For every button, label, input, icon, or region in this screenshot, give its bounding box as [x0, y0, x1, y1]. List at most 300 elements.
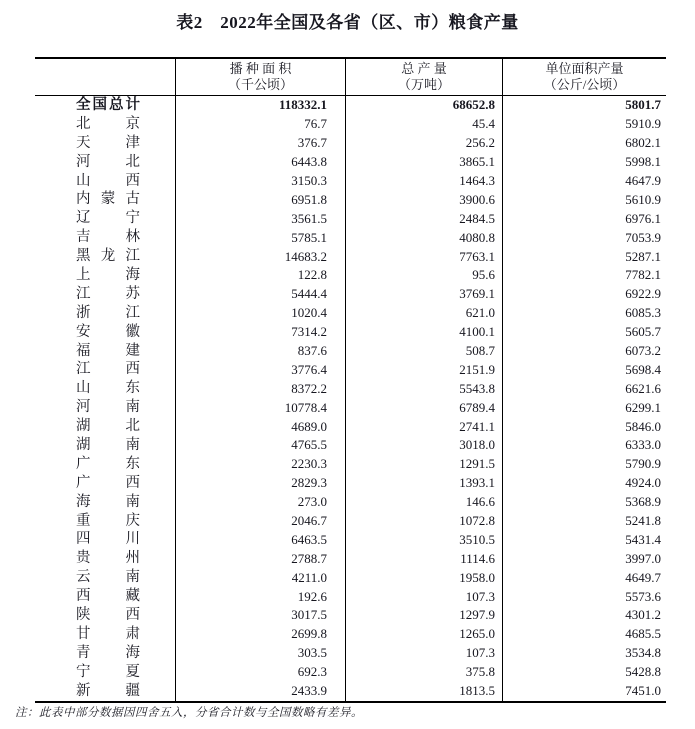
- value-cell: 146.6: [465, 494, 495, 510]
- province-name: [76, 266, 140, 285]
- total-output-cell: [345, 436, 502, 455]
- sown-area-cell: [175, 360, 345, 379]
- total-output-cell: [345, 285, 502, 304]
- yield-cell: [502, 228, 666, 247]
- table-row: [35, 682, 666, 701]
- sown-area-cell: [175, 115, 345, 134]
- table-row: [35, 625, 666, 644]
- value-cell: 2699.8: [291, 626, 327, 642]
- value-cell: 6299.1: [625, 399, 661, 415]
- province-name: [76, 587, 140, 606]
- province-name-cell: [35, 625, 175, 644]
- yield-cell: [502, 530, 666, 549]
- province-name: [76, 285, 140, 304]
- value-cell: 6333.0: [625, 437, 661, 453]
- sown-area-cell: [175, 417, 345, 436]
- province-name-cell: [35, 587, 175, 606]
- value-cell: 2046.7: [291, 513, 327, 529]
- province-name-cell: [35, 398, 175, 417]
- value-cell: 4765.5: [291, 437, 327, 453]
- value-cell: 6802.1: [625, 135, 661, 151]
- value-cell: 3150.3: [291, 173, 327, 188]
- province-name-cell: [35, 512, 175, 531]
- province-name-char: 山: [76, 172, 91, 189]
- sown-area-cell: [175, 682, 345, 701]
- value-cell: 192.6: [297, 588, 327, 604]
- yield-cell: [502, 172, 666, 191]
- value-cell: 76.7: [304, 116, 327, 132]
- province-name-char: 陕: [76, 607, 91, 624]
- table-row: [35, 644, 666, 663]
- table-row: [35, 663, 666, 682]
- province-name-char: 南: [125, 399, 140, 416]
- province-name: [76, 379, 140, 398]
- value-cell: 3534.8: [625, 645, 661, 661]
- value-cell: 1813.5: [459, 683, 495, 699]
- value-cell: 5428.8: [625, 664, 661, 680]
- table-footnote: 注：此表中部分数据因四舍五入，分省合计数与全国数略有差异。: [15, 707, 363, 719]
- value-cell: 375.8: [465, 664, 495, 680]
- province-name: [76, 96, 140, 115]
- sown-area-cell: [175, 625, 345, 644]
- value-cell: 6951.8: [291, 191, 327, 207]
- yield-cell: [502, 360, 666, 379]
- sown-area-cell: [175, 96, 345, 115]
- yield-cell: [502, 644, 666, 663]
- province-name: [76, 323, 140, 342]
- total-output-cell: [345, 587, 502, 606]
- total-output-cell: [345, 682, 502, 701]
- value-cell: 5241.8: [625, 513, 661, 529]
- province-name-char: 藏: [125, 588, 140, 605]
- province-name-char: 甘: [76, 625, 91, 642]
- header-yield-unit: （公斤/公顷）: [543, 77, 626, 92]
- total-output-cell: [345, 474, 502, 493]
- total-output-cell: [345, 96, 502, 115]
- province-name-char: 古: [125, 191, 140, 208]
- province-name-char: 重: [76, 512, 91, 529]
- value-cell: 621.0: [465, 305, 495, 321]
- province-name-char: 龙: [100, 248, 116, 265]
- value-cell: 3769.1: [459, 286, 495, 302]
- province-name-char: 广: [76, 474, 91, 491]
- value-cell: 837.6: [297, 343, 327, 359]
- province-name-char: 北: [76, 115, 91, 132]
- province-name-char: 安: [76, 323, 91, 340]
- province-name: [76, 134, 140, 153]
- value-cell: 4649.7: [625, 569, 661, 585]
- province-name-char: 西: [125, 607, 140, 624]
- value-cell: 1114.6: [460, 550, 495, 566]
- total-output-cell: [345, 266, 502, 285]
- value-cell: 1291.5: [459, 456, 495, 472]
- province-name-cell: [35, 247, 175, 266]
- yield-cell: [502, 549, 666, 568]
- total-output-cell: [345, 190, 502, 209]
- value-cell: 7314.2: [291, 324, 327, 340]
- value-cell: 4647.9: [625, 173, 661, 188]
- province-name-char: 山: [76, 380, 91, 397]
- province-name: [76, 398, 140, 417]
- value-cell: 2788.7: [291, 550, 327, 566]
- value-cell: 1265.0: [459, 626, 495, 642]
- total-output-cell: [345, 323, 502, 342]
- sown-area-cell: [175, 587, 345, 606]
- province-name-char: 北: [125, 418, 140, 435]
- total-output-cell: [345, 606, 502, 625]
- value-cell: 5543.8: [459, 380, 495, 396]
- sown-area-cell: [175, 323, 345, 342]
- province-name-char: 全: [76, 97, 91, 113]
- header-cell-province: [35, 59, 175, 95]
- value-cell: 7763.1: [459, 248, 495, 264]
- sown-area-cell: [175, 549, 345, 568]
- total-output-cell: [345, 172, 502, 191]
- sown-area-cell: [175, 568, 345, 587]
- province-name: [76, 606, 140, 625]
- province-name-char: 黑: [76, 248, 91, 265]
- value-cell: 45.4: [472, 116, 495, 132]
- sown-area-cell: [175, 172, 345, 191]
- province-name: [76, 493, 140, 512]
- province-name-char: 西: [125, 474, 140, 491]
- province-name-cell: [35, 474, 175, 493]
- province-name: [76, 549, 140, 568]
- province-name-cell: [35, 644, 175, 663]
- value-cell: 376.7: [297, 135, 327, 151]
- total-output-cell: [345, 530, 502, 549]
- sown-area-cell: [175, 493, 345, 512]
- province-name: [76, 663, 140, 682]
- sown-area-cell: [175, 285, 345, 304]
- province-name: [76, 530, 140, 549]
- value-cell: 5790.9: [625, 456, 661, 472]
- province-name-cell: [35, 190, 175, 209]
- sown-area-cell: [175, 606, 345, 625]
- value-cell: 303.5: [297, 645, 327, 661]
- total-output-cell: [345, 493, 502, 512]
- province-name-char: 津: [125, 134, 140, 151]
- table-row: [35, 266, 666, 285]
- province-name-cell: [35, 342, 175, 361]
- table-row: [35, 190, 666, 209]
- yield-cell: [502, 304, 666, 323]
- table-row: [35, 436, 666, 455]
- yield-cell: [502, 115, 666, 134]
- sown-area-cell: [175, 436, 345, 455]
- province-name-cell: [35, 96, 175, 115]
- yield-cell: [502, 266, 666, 285]
- province-name-char: 夏: [125, 663, 140, 680]
- value-cell: 95.6: [472, 267, 495, 283]
- province-name-char: 新: [76, 682, 91, 699]
- total-output-cell: [345, 663, 502, 682]
- value-cell: 118332.1: [278, 97, 327, 113]
- total-output-cell: [345, 379, 502, 398]
- sown-area-cell: [175, 190, 345, 209]
- value-cell: 3017.5: [291, 607, 327, 623]
- table-row: [35, 474, 666, 493]
- yield-cell: [502, 134, 666, 153]
- total-output-cell: [345, 209, 502, 228]
- province-name-char: 贵: [76, 550, 91, 567]
- province-name-char: 江: [76, 361, 91, 378]
- province-name-cell: [35, 568, 175, 587]
- value-cell: 3561.5: [291, 210, 327, 226]
- value-cell: 3510.5: [459, 531, 495, 547]
- value-cell: 692.3: [297, 664, 327, 680]
- value-cell: 6621.6: [625, 380, 661, 396]
- province-name: [76, 512, 140, 531]
- value-cell: 14683.2: [284, 248, 327, 264]
- province-name-char: 总: [109, 97, 124, 113]
- province-name-char: 宁: [76, 663, 91, 680]
- province-name-char: 西: [125, 361, 140, 378]
- yield-cell: [502, 285, 666, 304]
- province-name-char: 东: [125, 380, 140, 397]
- value-cell: 2484.5: [459, 210, 495, 226]
- total-output-cell: [345, 342, 502, 361]
- value-cell: 7782.1: [625, 267, 661, 283]
- province-name-cell: [35, 436, 175, 455]
- value-cell: 4689.0: [291, 418, 327, 434]
- table-row: [35, 512, 666, 531]
- province-name-char: 肃: [125, 625, 140, 642]
- province-name-char: 江: [125, 248, 140, 265]
- sown-area-cell: [175, 134, 345, 153]
- value-cell: 5573.6: [625, 588, 661, 604]
- value-cell: 4080.8: [459, 229, 495, 245]
- province-name-char: 宁: [125, 210, 140, 227]
- yield-cell: [502, 398, 666, 417]
- value-cell: 5444.4: [291, 286, 327, 302]
- value-cell: 1393.1: [459, 475, 495, 491]
- value-cell: 4301.2: [625, 607, 661, 623]
- province-name-cell: [35, 209, 175, 228]
- header-cell-total-output: [345, 59, 502, 95]
- table-row: [35, 587, 666, 606]
- province-name-char: 西: [76, 588, 91, 605]
- province-name: [76, 436, 140, 455]
- total-output-cell: [345, 115, 502, 134]
- province-name: [76, 115, 140, 134]
- value-cell: 5287.1: [625, 248, 661, 264]
- value-cell: 508.7: [465, 343, 495, 359]
- table-row: [35, 342, 666, 361]
- province-name-char: 辽: [76, 210, 91, 227]
- value-cell: 1020.4: [291, 305, 327, 321]
- province-name-cell: [35, 304, 175, 323]
- value-cell: 5605.7: [625, 324, 661, 340]
- value-cell: 2829.3: [291, 475, 327, 491]
- province-name-char: 湖: [76, 437, 91, 454]
- value-cell: 273.0: [297, 494, 327, 510]
- value-cell: 3900.6: [459, 191, 495, 207]
- value-cell: 4924.0: [625, 475, 661, 491]
- table-row: [35, 323, 666, 342]
- table-header-row: [35, 59, 666, 96]
- province-name: [76, 172, 140, 191]
- total-output-cell: [345, 512, 502, 531]
- sown-area-cell: [175, 266, 345, 285]
- total-output-cell: [345, 247, 502, 266]
- total-output-cell: [345, 153, 502, 172]
- province-name-cell: [35, 134, 175, 153]
- province-name-char: 江: [76, 285, 91, 302]
- header-total-output-unit: （万吨）: [397, 77, 450, 92]
- province-name-char: 江: [125, 304, 140, 321]
- table-row: [35, 285, 666, 304]
- grain-production-table: [35, 57, 666, 703]
- yield-cell: [502, 625, 666, 644]
- yield-cell: [502, 436, 666, 455]
- table-row: [35, 360, 666, 379]
- province-name-char: 北: [125, 153, 140, 170]
- province-name-char: 国: [92, 97, 107, 113]
- province-name-cell: [35, 682, 175, 701]
- province-name-char: 福: [76, 342, 91, 359]
- table-row: [35, 153, 666, 172]
- value-cell: 1297.9: [459, 607, 495, 623]
- province-name: [76, 342, 140, 361]
- sown-area-cell: [175, 530, 345, 549]
- value-cell: 6073.2: [625, 343, 661, 359]
- province-name-char: 苏: [125, 285, 140, 302]
- yield-cell: [502, 153, 666, 172]
- value-cell: 5698.4: [625, 361, 661, 377]
- sown-area-cell: [175, 379, 345, 398]
- value-cell: 5431.4: [625, 531, 661, 547]
- province-name-cell: [35, 606, 175, 625]
- table-row: [35, 172, 666, 191]
- table-row: [35, 549, 666, 568]
- province-name-char: 建: [125, 342, 140, 359]
- province-name-char: 计: [125, 97, 140, 113]
- province-name-cell: [35, 172, 175, 191]
- province-name-cell: [35, 115, 175, 134]
- yield-cell: [502, 568, 666, 587]
- value-cell: 5910.9: [625, 116, 661, 132]
- province-name-cell: [35, 455, 175, 474]
- province-name-char: 四: [76, 531, 91, 548]
- province-name: [76, 417, 140, 436]
- yield-cell: [502, 417, 666, 436]
- province-name-char: 庆: [125, 512, 140, 529]
- province-name-char: 京: [125, 115, 140, 132]
- value-cell: 6976.1: [625, 210, 661, 226]
- value-cell: 5998.1: [625, 154, 661, 170]
- table-title: 表2 2022年全国及各省（区、市）粮食产量: [176, 13, 519, 32]
- province-name-cell: [35, 493, 175, 512]
- province-name-char: 浙: [76, 304, 91, 321]
- value-cell: 256.2: [465, 135, 495, 151]
- value-cell: 3776.4: [291, 361, 327, 377]
- province-name: [76, 360, 140, 379]
- table-row: [35, 417, 666, 436]
- value-cell: 6085.3: [625, 305, 661, 321]
- province-name-char: 海: [76, 493, 91, 510]
- province-name-cell: [35, 549, 175, 568]
- province-name: [76, 304, 140, 323]
- province-name-char: 湖: [76, 418, 91, 435]
- table-row: [35, 134, 666, 153]
- value-cell: 107.3: [465, 588, 495, 604]
- province-name-char: 南: [125, 493, 140, 510]
- province-name-cell: [35, 417, 175, 436]
- province-name-cell: [35, 323, 175, 342]
- value-cell: 7053.9: [625, 229, 661, 245]
- province-name: [76, 190, 140, 209]
- value-cell: 2151.9: [459, 361, 495, 377]
- table-row: [35, 398, 666, 417]
- yield-cell: [502, 663, 666, 682]
- province-name: [76, 247, 140, 266]
- total-output-cell: [345, 549, 502, 568]
- value-cell: 68652.8: [452, 97, 495, 113]
- table-row: [35, 247, 666, 266]
- value-cell: 5610.9: [625, 191, 661, 207]
- province-name: [76, 474, 140, 493]
- sown-area-cell: [175, 512, 345, 531]
- sown-area-cell: [175, 398, 345, 417]
- yield-cell: [502, 209, 666, 228]
- header-cell-yield: [502, 59, 666, 95]
- value-cell: 6463.5: [291, 531, 327, 547]
- total-output-cell: [345, 568, 502, 587]
- province-name-char: 疆: [125, 682, 140, 699]
- value-cell: 3865.1: [459, 154, 495, 170]
- table-row: [35, 606, 666, 625]
- province-name-cell: [35, 530, 175, 549]
- header-yield-label: 单位面积产量: [545, 61, 624, 76]
- table-row: [35, 228, 666, 247]
- table-row: [35, 209, 666, 228]
- province-name-char: 徽: [125, 323, 140, 340]
- province-name-char: 上: [76, 267, 91, 284]
- province-name-char: 青: [76, 644, 91, 661]
- table-row: [35, 530, 666, 549]
- province-name: [76, 625, 140, 644]
- total-output-cell: [345, 417, 502, 436]
- value-cell: 3018.0: [459, 437, 495, 453]
- value-cell: 1958.0: [459, 569, 495, 585]
- value-cell: 7451.0: [625, 683, 661, 699]
- province-name-char: 西: [125, 172, 140, 189]
- sown-area-cell: [175, 455, 345, 474]
- value-cell: 107.3: [465, 645, 495, 661]
- province-name: [76, 153, 140, 172]
- value-cell: 10778.4: [284, 399, 327, 415]
- value-cell: 6789.4: [459, 399, 495, 415]
- yield-cell: [502, 606, 666, 625]
- sown-area-cell: [175, 663, 345, 682]
- province-name-cell: [35, 153, 175, 172]
- sown-area-cell: [175, 474, 345, 493]
- total-output-cell: [345, 134, 502, 153]
- province-name-cell: [35, 228, 175, 247]
- province-name-cell: [35, 266, 175, 285]
- province-name-char: 河: [76, 399, 91, 416]
- province-name-char: 云: [76, 569, 91, 586]
- sown-area-cell: [175, 247, 345, 266]
- total-output-cell: [345, 360, 502, 379]
- province-name: [76, 228, 140, 247]
- value-cell: 2741.1: [459, 418, 495, 434]
- yield-cell: [502, 323, 666, 342]
- yield-cell: [502, 96, 666, 115]
- total-output-cell: [345, 455, 502, 474]
- sown-area-cell: [175, 209, 345, 228]
